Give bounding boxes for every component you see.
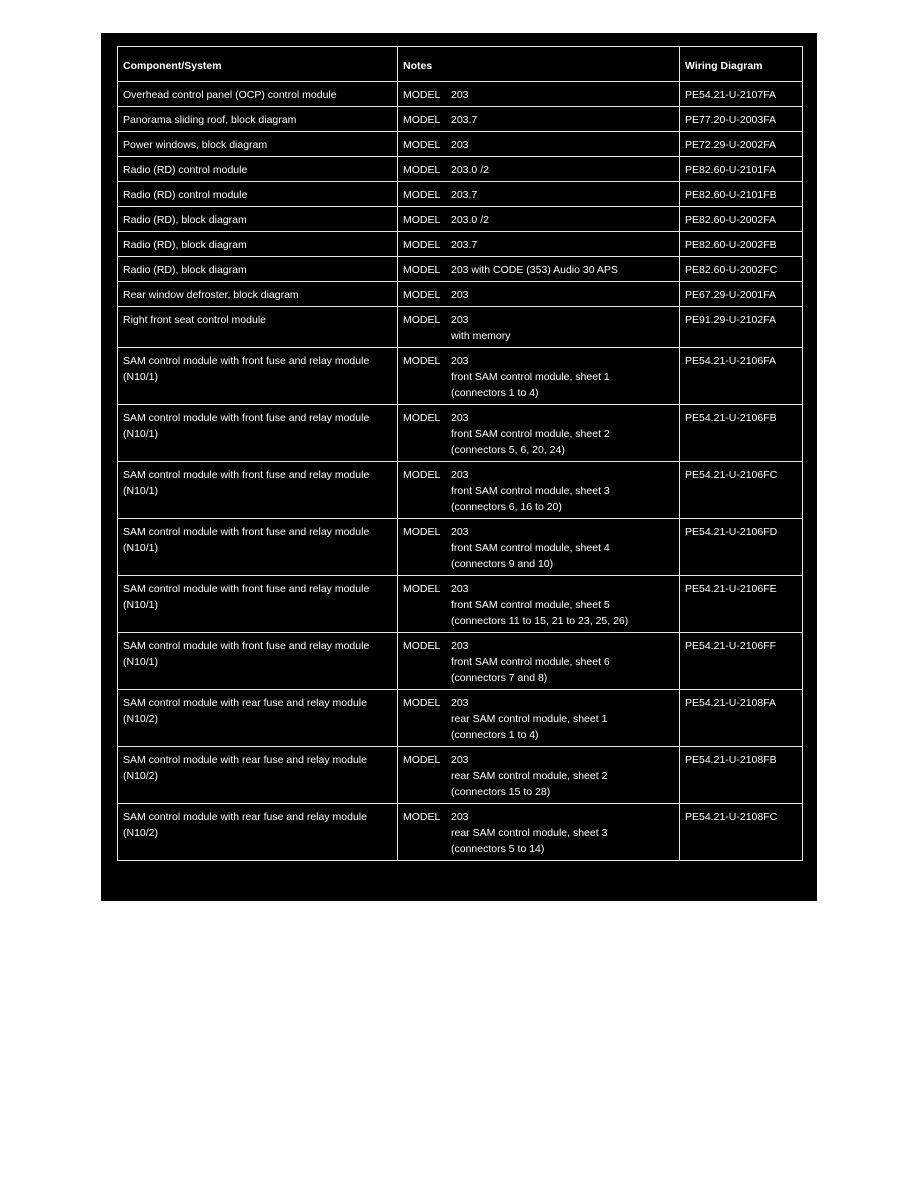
notes-cell <box>398 405 680 462</box>
notes-detail: (connectors 6, 16 to 20) <box>451 501 562 513</box>
component-text: (N10/2) <box>123 827 159 839</box>
table-row <box>118 405 803 462</box>
model-label: MODEL <box>403 114 441 126</box>
header-component: Component/System <box>118 47 398 82</box>
wiring-diagram-cell: PE67.29-U-2001FA <box>680 282 803 307</box>
model-code: 203 <box>451 526 469 538</box>
wiring-diagram-cell: PE54.21-U-2106FC <box>680 462 803 519</box>
model-code: 203.0 /2 <box>451 214 489 226</box>
model-label: MODEL <box>403 214 441 226</box>
model-code: 203 <box>451 469 469 481</box>
table-row <box>118 232 803 257</box>
table-row <box>118 747 803 804</box>
model-label: MODEL <box>403 139 441 151</box>
table-row <box>118 282 803 307</box>
model-label: MODEL <box>403 469 441 481</box>
component-cell <box>118 182 398 207</box>
notes-detail: front SAM control module, sheet 3 <box>451 485 610 497</box>
wiring-diagram-cell: PE82.60-U-2002FC <box>680 257 803 282</box>
wiring-diagram-cell: PE54.21-U-2108FA <box>680 690 803 747</box>
component-text: SAM control module with rear fuse and relay module <box>123 697 367 709</box>
wiring-diagram-cell: PE72.29-U-2002FA <box>680 132 803 157</box>
model-label: MODEL <box>403 239 441 251</box>
wiring-diagram-table <box>117 46 803 861</box>
notes-detail: with memory <box>451 330 511 342</box>
component-cell <box>118 519 398 576</box>
notes-detail: (connectors 7 and 8) <box>451 672 548 684</box>
component-text: SAM control module with rear fuse and relay module <box>123 811 367 823</box>
component-cell <box>118 462 398 519</box>
wiring-diagram-cell: PE54.21-U-2106FA <box>680 348 803 405</box>
wiring-diagram-cell: PE54.21-U-2106FB <box>680 405 803 462</box>
model-label: MODEL <box>403 640 441 652</box>
notes-cell <box>398 307 680 348</box>
component-cell <box>118 307 398 348</box>
notes-cell <box>398 107 680 132</box>
notes-cell <box>398 576 680 633</box>
model-code: 203 with CODE (353) Audio 30 APS <box>451 264 618 276</box>
model-label: MODEL <box>403 355 441 367</box>
table-row <box>118 107 803 132</box>
notes-cell <box>398 207 680 232</box>
model-code: 203.0 /2 <box>451 164 489 176</box>
table-row <box>118 307 803 348</box>
component-text: Power windows, block diagram <box>123 139 268 151</box>
model-label: MODEL <box>403 412 441 424</box>
wiring-diagram-cell: PE54.21-U-2106FE <box>680 576 803 633</box>
table-row <box>118 690 803 747</box>
model-label: MODEL <box>403 583 441 595</box>
table-row <box>118 182 803 207</box>
model-label: MODEL <box>403 89 441 101</box>
wiring-diagram-cell: PE54.21-U-2106FD <box>680 519 803 576</box>
table-row <box>118 348 803 405</box>
component-text: SAM control module with front fuse and relay module <box>123 526 370 538</box>
component-text: SAM control module with front fuse and relay module <box>123 355 370 367</box>
component-text: Panorama sliding roof, block diagram <box>123 114 297 126</box>
component-cell <box>118 157 398 182</box>
component-text: Radio (RD) control module <box>123 164 248 176</box>
notes-detail: front SAM control module, sheet 4 <box>451 542 610 554</box>
notes-cell <box>398 282 680 307</box>
wiring-diagram-cell: PE82.60-U-2101FA <box>680 157 803 182</box>
notes-cell <box>398 157 680 182</box>
component-cell <box>118 207 398 232</box>
component-text: Right front seat control module <box>123 314 266 326</box>
component-cell <box>118 576 398 633</box>
component-cell <box>118 282 398 307</box>
wiring-diagram-cell: PE54.21-U-2108FC <box>680 804 803 861</box>
model-code: 203 <box>451 583 469 595</box>
notes-cell <box>398 232 680 257</box>
table-row <box>118 576 803 633</box>
model-code: 203 <box>451 139 469 151</box>
model-label: MODEL <box>403 697 441 709</box>
model-code: 203 <box>451 697 469 709</box>
component-text: (N10/1) <box>123 656 159 668</box>
model-label: MODEL <box>403 264 441 276</box>
table-row <box>118 157 803 182</box>
notes-detail: front SAM control module, sheet 1 <box>451 371 610 383</box>
notes-detail: (connectors 11 to 15, 21 to 23, 25, 26) <box>451 615 629 627</box>
model-code: 203 <box>451 89 469 101</box>
notes-cell <box>398 747 680 804</box>
wiring-diagram-cell: PE82.60-U-2002FA <box>680 207 803 232</box>
component-text: (N10/1) <box>123 542 159 554</box>
component-text: (N10/2) <box>123 770 159 782</box>
component-text: Radio (RD) control module <box>123 189 248 201</box>
notes-detail: front SAM control module, sheet 2 <box>451 428 610 440</box>
component-text: (N10/1) <box>123 428 159 440</box>
wiring-diagram-cell: PE54.21-U-2107FA <box>680 82 803 107</box>
component-text: (N10/1) <box>123 371 159 383</box>
model-code: 203 <box>451 314 469 326</box>
model-code: 203.7 <box>451 239 478 251</box>
model-code: 203 <box>451 289 469 301</box>
component-cell <box>118 405 398 462</box>
model-code: 203 <box>451 640 469 652</box>
component-cell <box>118 633 398 690</box>
model-label: MODEL <box>403 526 441 538</box>
wiring-diagram-cell: PE82.60-U-2101FB <box>680 182 803 207</box>
table-row <box>118 257 803 282</box>
component-text: (N10/1) <box>123 599 159 611</box>
component-text: SAM control module with front fuse and relay module <box>123 412 370 424</box>
component-text: Radio (RD), block diagram <box>123 239 247 251</box>
wiring-diagram-cell: PE91.29-U-2102FA <box>680 307 803 348</box>
table-row <box>118 207 803 232</box>
table-row <box>118 519 803 576</box>
header-wiring-diagram: Wiring Diagram <box>680 47 803 82</box>
table-header-row <box>118 47 803 82</box>
component-text: SAM control module with front fuse and relay module <box>123 583 370 595</box>
notes-detail: front SAM control module, sheet 5 <box>451 599 610 611</box>
component-cell <box>118 132 398 157</box>
model-code: 203.7 <box>451 189 478 201</box>
notes-detail: (connectors 5 to 14) <box>451 843 545 855</box>
component-text: Radio (RD), block diagram <box>123 214 247 226</box>
component-cell <box>118 232 398 257</box>
notes-detail: rear SAM control module, sheet 2 <box>451 770 608 782</box>
model-label: MODEL <box>403 811 441 823</box>
component-cell <box>118 804 398 861</box>
table-row <box>118 804 803 861</box>
notes-cell <box>398 519 680 576</box>
notes-detail: (connectors 1 to 4) <box>451 387 539 399</box>
component-cell <box>118 690 398 747</box>
notes-detail: (connectors 15 to 28) <box>451 786 551 798</box>
header-notes: Notes <box>398 47 680 82</box>
model-label: MODEL <box>403 754 441 766</box>
model-label: MODEL <box>403 289 441 301</box>
notes-cell <box>398 257 680 282</box>
wiring-diagram-cell: PE54.21-U-2108FB <box>680 747 803 804</box>
notes-cell <box>398 348 680 405</box>
model-label: MODEL <box>403 164 441 176</box>
notes-detail: rear SAM control module, sheet 1 <box>451 713 608 725</box>
component-text: SAM control module with rear fuse and relay module <box>123 754 367 766</box>
notes-detail: (connectors 9 and 10) <box>451 558 554 570</box>
model-code: 203 <box>451 412 469 424</box>
model-label: MODEL <box>403 314 441 326</box>
model-code: 203 <box>451 355 469 367</box>
model-code: 203 <box>451 811 469 823</box>
table-row <box>118 132 803 157</box>
component-cell <box>118 348 398 405</box>
table-row <box>118 82 803 107</box>
notes-detail: (connectors 1 to 4) <box>451 729 539 741</box>
model-label: MODEL <box>403 189 441 201</box>
table-row <box>118 462 803 519</box>
wiring-diagram-cell: PE77.20-U-2003FA <box>680 107 803 132</box>
component-text: SAM control module with front fuse and relay module <box>123 469 370 481</box>
component-text: SAM control module with front fuse and relay module <box>123 640 370 652</box>
component-cell <box>118 107 398 132</box>
notes-detail: front SAM control module, sheet 6 <box>451 656 610 668</box>
table-body <box>118 82 803 861</box>
notes-detail: rear SAM control module, sheet 3 <box>451 827 608 839</box>
notes-cell <box>398 804 680 861</box>
component-cell <box>118 257 398 282</box>
notes-cell <box>398 182 680 207</box>
component-text: Radio (RD), block diagram <box>123 264 247 276</box>
notes-cell <box>398 132 680 157</box>
table-row <box>118 633 803 690</box>
component-text: Rear window defroster, block diagram <box>123 289 299 301</box>
component-cell <box>118 747 398 804</box>
component-cell <box>118 82 398 107</box>
component-text: (N10/1) <box>123 485 159 497</box>
wiring-diagram-cell: PE82.60-U-2002FB <box>680 232 803 257</box>
document-panel <box>101 33 817 901</box>
component-text: Overhead control panel (OCP) control module <box>123 89 337 101</box>
notes-cell <box>398 690 680 747</box>
model-code: 203 <box>451 754 469 766</box>
component-text: (N10/2) <box>123 713 159 725</box>
notes-cell <box>398 82 680 107</box>
notes-cell <box>398 462 680 519</box>
notes-detail: (connectors 5, 6, 20, 24) <box>451 444 565 456</box>
wiring-diagram-cell: PE54.21-U-2106FF <box>680 633 803 690</box>
notes-cell <box>398 633 680 690</box>
model-code: 203.7 <box>451 114 478 126</box>
